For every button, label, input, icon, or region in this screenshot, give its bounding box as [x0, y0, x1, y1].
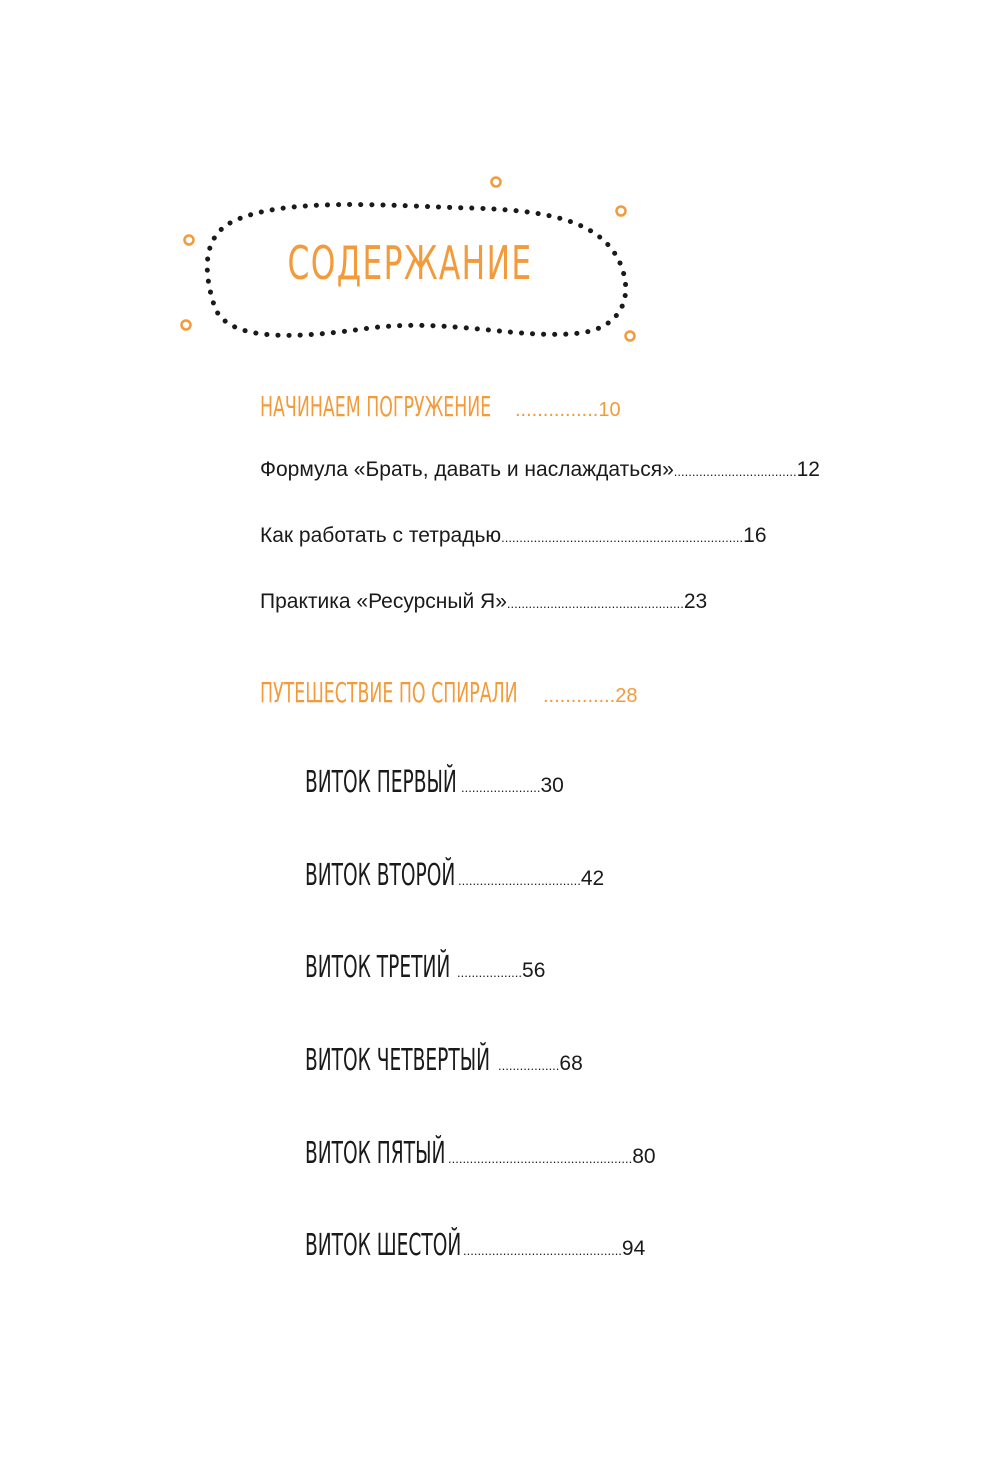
page-number: 16: [743, 524, 767, 547]
page-number: 42: [580, 867, 605, 890]
section-title: ПУТЕШЕСТВИЕ ПО СПИРАЛИ: [260, 676, 518, 709]
page-number: 23: [683, 590, 708, 613]
toc-section-1[interactable]: [260, 390, 621, 423]
section-title: НАЧИНАЕМ ПОГРУЖЕНИЕ: [260, 390, 492, 423]
toc-item[interactable]: [305, 950, 545, 985]
leader-dots: ...............: [515, 399, 599, 421]
page-number: 30: [540, 774, 564, 797]
leader-dots: ............................................: [463, 1243, 622, 1258]
page-number: 12: [796, 458, 820, 481]
toc-item[interactable]: [305, 1136, 656, 1171]
leader-dots: .................................................: [506, 596, 684, 611]
item-label: ВИТОК ВТОРОЙ: [305, 858, 456, 893]
page-number: 80: [632, 1145, 656, 1168]
toc-section-2[interactable]: [260, 676, 638, 709]
toc-item[interactable]: [305, 858, 604, 893]
leader-dots: .................: [498, 1058, 560, 1073]
leader-dots: ..................................: [458, 873, 581, 888]
item-label: ВИТОК ТРЕТИЙ: [305, 950, 451, 985]
item-label: Формула «Брать, давать и наслаждаться»: [260, 458, 674, 481]
leader-dots: ...................................................: [448, 1151, 633, 1166]
toc-title-frame: [170, 168, 650, 358]
leader-dots: ..................................: [673, 464, 797, 479]
item-label: ВИТОК ПЕРВЫЙ: [305, 765, 457, 800]
page-number: 28: [615, 685, 638, 707]
leader-dots: ..................: [457, 965, 523, 980]
item-label: Как работать с тетрадью: [260, 524, 502, 547]
toc-item[interactable]: [305, 1228, 645, 1263]
item-label: ВИТОК ПЯТЫЙ: [305, 1136, 446, 1171]
page-number: 56: [522, 959, 546, 982]
leader-dots: ......................: [461, 780, 541, 795]
item-label: ВИТОК ШЕСТОЙ: [305, 1228, 462, 1263]
toc-item[interactable]: [260, 590, 707, 614]
toc-item[interactable]: [260, 458, 820, 482]
page-number: 94: [621, 1237, 646, 1260]
page-number: 10: [598, 399, 621, 421]
leader-dots: .............: [543, 685, 616, 707]
item-label: ВИТОК ЧЕТВЕРТЫЙ: [305, 1043, 491, 1078]
page-title: СОДЕРЖАНИЕ: [287, 236, 533, 290]
page-number: 68: [559, 1052, 583, 1075]
toc-item[interactable]: [305, 1043, 583, 1078]
toc-item[interactable]: [305, 765, 564, 800]
toc-item[interactable]: [260, 524, 767, 548]
leader-dots: ...................................................................: [501, 530, 744, 545]
item-label: Практика «Ресурсный Я»: [260, 590, 507, 613]
